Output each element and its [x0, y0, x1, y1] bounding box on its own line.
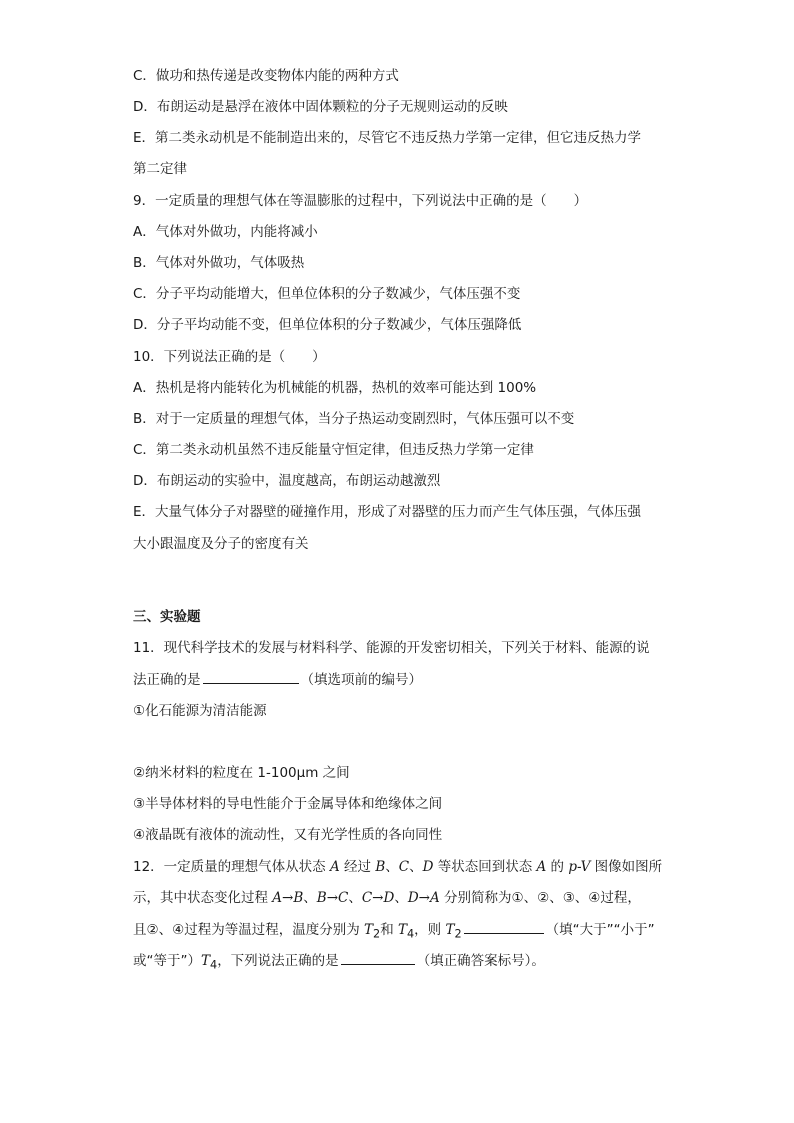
q12-text: 、	[303, 890, 317, 906]
q12-subscript: 4	[210, 958, 218, 972]
q12-text: 分别简称为①、②、③、④过程，	[439, 890, 641, 906]
q10-option-b: B．对于一定质量的理想气体，当分子热运动变剧烈时，气体压强可以不变	[133, 411, 575, 427]
q11-option-4: ④液晶既有液体的流动性，又有光学性质的各向同性	[133, 827, 443, 843]
q12-text: （填“大于”“小于”	[545, 922, 655, 938]
q12-text: 、	[409, 859, 423, 875]
q11-option-3: ③半导体材料的导电性能介于金属导体和绝缘体之间	[133, 796, 443, 812]
q9-option-a: A．气体对外做功，内能将减小	[133, 224, 318, 240]
q9-option-c: C．分子平均动能增大，但单位体积的分子数减少，气体压强不变	[133, 286, 521, 302]
q12-text: 12．一定质量的理想气体从状态	[133, 859, 330, 875]
q9-option-b: B．气体对外做功，气体吸热	[133, 255, 305, 271]
q12-subscript: 4	[407, 927, 415, 941]
q12-text: 图像如图所	[590, 859, 663, 875]
q12-var: T	[364, 922, 374, 938]
q12-text: 等状态回到状态	[433, 859, 537, 875]
section-title-experiment: 三、实验题	[133, 609, 201, 625]
q11-option-1: ①化石能源为清洁能源	[133, 703, 267, 719]
q12-subscript: 2	[373, 927, 381, 941]
q12-text: 示，其中状态变化过程	[133, 890, 273, 906]
q12-answer-blank-1[interactable]	[464, 919, 544, 934]
q12-var: B	[375, 859, 386, 875]
q11-stem-pre: 法正确的是	[133, 672, 201, 688]
q12-var: A	[536, 859, 547, 875]
q10-stem: 10．下列说法正确的是（ ）	[133, 349, 326, 365]
q12-process: D→A	[407, 890, 440, 906]
q12-answer-blank-2[interactable]	[341, 950, 415, 965]
q12-text: 或“等于”）	[133, 953, 201, 969]
q9-stem: 9．一定质量的理想气体在等温膨胀的过程中，下列说法中正确的是（ ）	[133, 193, 588, 209]
q12-text: 、	[394, 890, 408, 906]
q12-text: 、	[348, 890, 362, 906]
q12-text: （填正确答案标号）。	[416, 953, 545, 969]
q11-stem-cont	[133, 669, 422, 690]
q9-option-d: D．分子平均动能不变，但单位体积的分子数减少，气体压强降低	[133, 317, 522, 333]
q8-option-e: E．第二类永动机是不能制造出来的，尽管它不违反热力学第一定律，但它违反热力学	[133, 130, 642, 146]
q12-process: A→B	[272, 890, 304, 906]
q12-process: C→D	[361, 890, 395, 906]
q12-subscript: 2	[454, 927, 462, 941]
q12-var: A	[329, 859, 340, 875]
q12-var: C	[398, 859, 410, 875]
q11-stem: 11．现代科学技术的发展与材料科学、能源的开发密切相关，下列关于材料、能源的说	[133, 640, 650, 656]
q8-option-e-cont: 第二定律	[133, 161, 187, 177]
q10-option-e: E．大量气体分子对器壁的碰撞作用，形成了对器壁的压力而产生气体压强，气体压强	[133, 504, 642, 520]
q10-option-c: C．第二类永动机虽然不违反能量守恒定律，但违反热力学第一定律	[133, 442, 534, 458]
q10-option-d: D．布朗运动的实验中，温度越高，布朗运动越激烈	[133, 473, 441, 489]
q10-option-a: A．热机是将内能转化为机械能的机器，热机的效率可能达到 100%	[133, 380, 537, 396]
q11-answer-blank[interactable]	[203, 669, 299, 684]
q11-stem-post: （填选项前的编号）	[300, 672, 422, 688]
q12-var: T	[397, 922, 407, 938]
q12-process: B→C	[316, 890, 349, 906]
q12-stem-line2	[133, 888, 641, 908]
q12-var: p-V	[568, 859, 591, 875]
q12-stem-line1	[133, 857, 662, 877]
q12-stem-line4	[133, 950, 545, 976]
q12-text: ，下列说法正确的是	[217, 953, 339, 969]
q12-var: T	[445, 922, 455, 938]
q12-text: 经过	[339, 859, 376, 875]
q12-stem-line3	[133, 919, 655, 945]
q11-option-2: ②纳米材料的粒度在 1-100μm 之间	[133, 765, 350, 781]
q12-text: 和	[380, 922, 398, 938]
q12-var: T	[201, 953, 211, 969]
q12-text: 、	[385, 859, 399, 875]
q12-text: 且②、④过程为等温过程，温度分别为	[133, 922, 364, 938]
q8-option-c: C．做功和热传递是改变物体内能的两种方式	[133, 68, 399, 84]
q12-text: ，则	[414, 922, 446, 938]
q12-text: 的	[546, 859, 569, 875]
q8-option-d: D．布朗运动是悬浮在液体中固体颗粒的分子无规则运动的反映	[133, 99, 508, 115]
q10-option-e-cont: 大小跟温度及分子的密度有关	[133, 536, 309, 552]
q12-var: D	[422, 859, 434, 875]
